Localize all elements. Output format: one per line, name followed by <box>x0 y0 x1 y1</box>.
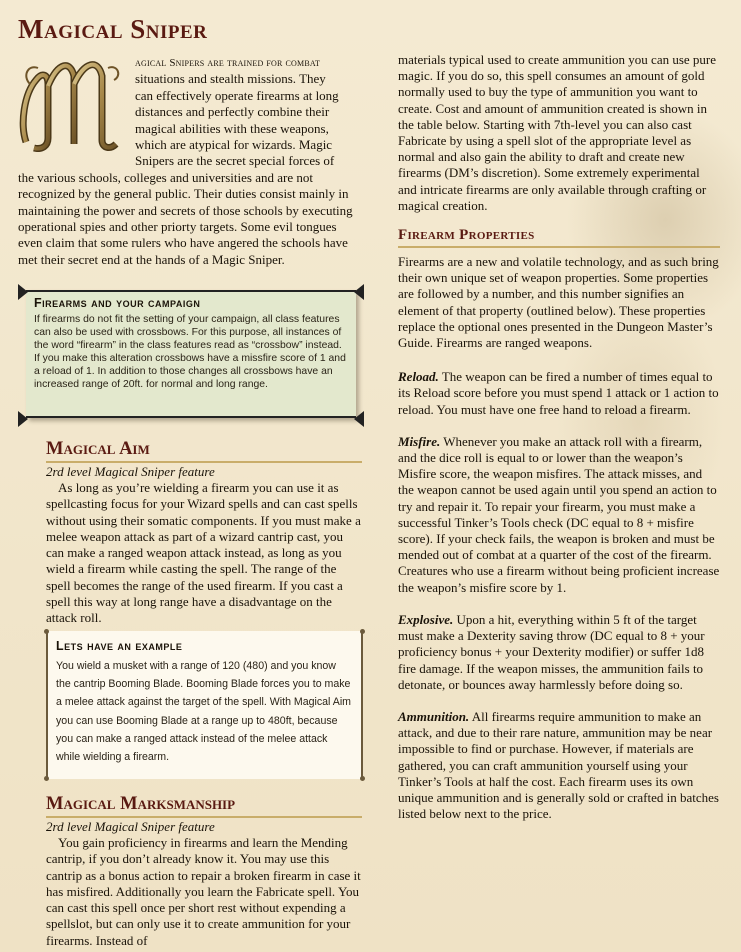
left-column <box>18 14 362 268</box>
ammunition-text: All firearms require ammunition to make an attack, and due to their rare nature, ammunition may be near impossible to find or purchase. However, if materials are gathered, you can craft ammunition yourself using your Tinker’s Tools at half the cost. Each firearm uses its own unique ammunition and is generally sold or crafted in batches listed below next to the price. <box>398 708 719 822</box>
intro-line-3: distances and perfectly combine their <box>135 104 330 120</box>
page-title: Magical Sniper <box>18 14 208 44</box>
firearm-properties-heading: Firearm Properties <box>398 226 720 248</box>
fabricate-continued-text: materials typical used to create ammunition you can use pure magic. If you do so, this spell consumes an amount of gold normally used to buy the type of ammunition you want to create. Cost and amount of ammunition created is shown in the table below. Starting with 7th-level you can also cast Fabricate by using a spell slot of the appropriate level as normal and also gain the ability to draft and create new firearms (DM’s discretion). Some extremely experimental and intricate firearms are only available through crafting or magical creation. <box>398 52 717 213</box>
sidebar-corner-ornament <box>18 411 28 427</box>
intro-line-6: Snipers are the secret special forces of <box>135 153 335 169</box>
intro-line-4: magical abilities with these weapons, <box>135 120 329 136</box>
magical-marksmanship-section <box>46 793 362 949</box>
intro-rest: the various schools, colleges and universities and are not recognized by the general public. Their duties consist mainly in maintaining the power and secrets of those schools by executing operational spies and other priorty targets. Some evil tongues even claim that some rulers who have angered the schools have met their secret end at the hands of a Magic Sniper. <box>18 169 353 267</box>
intro-lead: agical Snipers are trained for combat <box>135 57 321 69</box>
explosive-text: Upon a hit, everything within 5 ft of the target must make a Dexterity saving throw (DC equal to 8 + your proficiency bonus + your Dexterity modifier) or suffer 1d8 fire damage. If the weapon misses, the ammunition fails to detonate, or bounces away harmlessly before doing so. <box>398 611 705 692</box>
campaign-sidebar <box>26 290 356 418</box>
misfire-property <box>398 434 720 596</box>
campaign-sidebar-title: Firearms and your campaign <box>34 296 201 310</box>
example-box-corner-dot <box>44 776 49 781</box>
magical-aim-text: As long as you’re wielding a firearm you can use it as spellcasting focus for your Wizard spells and can cast spells without using their somatic components. If you must make a melee weapon attack as part of a wizard cantrip cast, you can make a ranged weapon attack instead, as long as you wield a firearm while casting the spell. The range of the spell becomes the range of the used firearm. If you cast a spell this way at long range have a disadvantage on the attack roll. <box>46 480 361 626</box>
firearm-properties-intro: Firearms are a new and volatile technology, and as such bring their own unique set of weapon properties. Some properties are followed by a number, and this number signifies an element of that property (outlined below). These properties replace the optional ones presented in the Dungeon Master’s Guide. Firearms are ranged weapons. <box>398 254 719 351</box>
right-column <box>398 52 720 822</box>
dropcap-letter-m-illustration <box>18 54 126 152</box>
magical-marksmanship-text: You gain proficiency in firearms and learn the Mending cantrip, if you don’t already know it. You may use this cantrip as a bonus action to repair a broken firearm in case it has misfired. Additionally you learn the Fabricate spell. You can cast this spell once per short rest without expending a spellslot, but can only use it to create ammunition for your firearms. Instead of <box>46 835 361 948</box>
ammunition-label: Ammunition. <box>398 708 470 724</box>
intro-line-1: situations and stealth missions. They <box>135 71 326 87</box>
sidebar-corner-ornament <box>354 411 364 427</box>
sidebar-corner-ornament <box>18 284 28 300</box>
example-title: Lets have an example <box>56 639 183 653</box>
misfire-text: Whenever you make an attack roll with a firearm, and the dice roll is equal to or lower than the weapon’s Misfire score, the weapon misfires. The attack misses, and the weapon cannot be used again until you spend an action to try and repair it. To repair your firearm, you must make a successful Tinker’s Tools check (DC equal to 8 + misfire score). If your check fails, the weapon is broken and must be mended out of combat at a quarter of the cost of the firearm. Creatures who use a firearm without being proficient increase the weapon’s misfire score by 1. <box>398 433 720 595</box>
magical-marksmanship-subtitle: 2rd level Magical Sniper feature <box>46 819 215 834</box>
example-box-corner-dot <box>360 629 365 634</box>
reload-property <box>398 369 720 418</box>
campaign-sidebar-text: If firearms do not fit the setting of your campaign, all class features can also be used with crossbows. For this purpose, all instances of the word “firearm” in the class features read as “crossbow” instead. If you make this alteration crossbows have a missfire score of 1 and a reload of 1. In addition to those changes all crossbows have an increased range of 20ft. for normal and long range. <box>34 314 346 391</box>
intro-section <box>18 54 362 268</box>
magical-aim-heading: Magical Aim <box>46 438 362 463</box>
example-text: You wield a musket with a range of 120 (480) and you know the cantrip Booming Blade. Booming Blade forces you to make a melee attack against the target of the spell. With Magical Aim you can use Booming Blade at a range up to 480ft, because you can make a ranged attack instead of the melee attack while wielding a firearm. <box>56 660 352 764</box>
example-box <box>46 631 363 779</box>
reload-label: Reload. <box>398 369 439 385</box>
ammunition-property <box>398 709 720 822</box>
magical-marksmanship-heading: Magical Marksmanship <box>46 793 362 818</box>
explosive-property <box>398 612 720 693</box>
reload-text: The weapon can be fired a number of times equal to its Reload score before you must spend 1 attack or 1 action to reload. You must have one free hand to reload a firearm. <box>398 369 719 417</box>
magical-aim-section <box>46 438 362 627</box>
intro-line-2: can effectively operate firearms at long <box>135 87 339 103</box>
misfire-label: Misfire. <box>398 433 441 449</box>
example-box-corner-dot <box>360 776 365 781</box>
intro-line-5: which are atypical for wizards. Magic <box>135 137 333 153</box>
example-box-corner-dot <box>44 629 49 634</box>
explosive-label: Explosive. <box>398 611 454 627</box>
sidebar-corner-ornament <box>354 284 364 300</box>
magical-aim-subtitle: 2rd level Magical Sniper feature <box>46 464 215 479</box>
